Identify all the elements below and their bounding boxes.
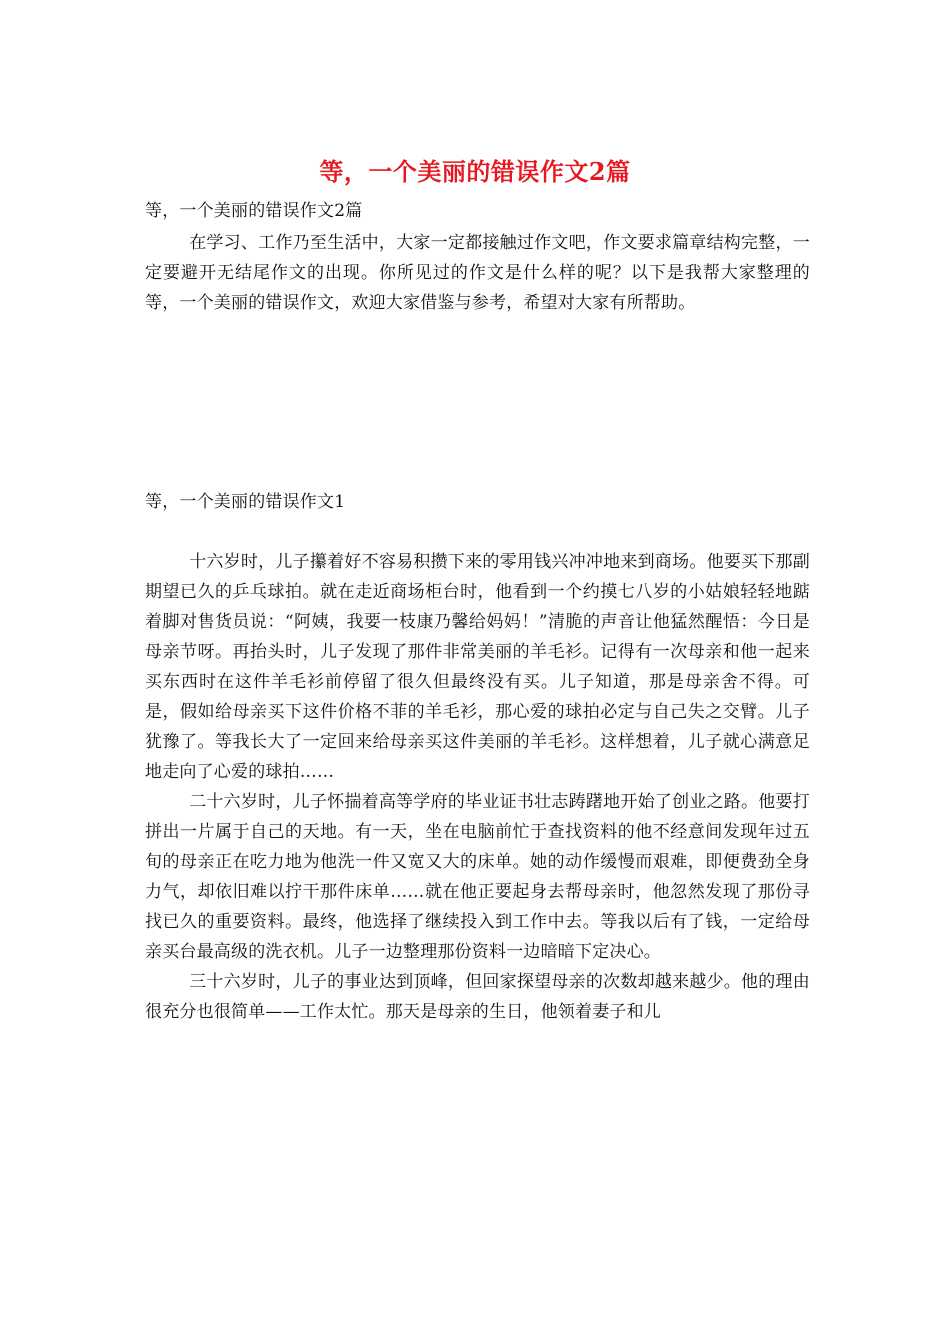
essay-paragraph-2: 二十六岁时，儿子怀揣着高等学府的毕业证书壮志踌躇地开始了创业之路。他要打拼出一片属于自己的天地。有一天，坐在电脑前忙于查找资料的他不经意间发现年过五旬的母亲正在吃力地为他洗一件又宽又大的床单。她的动作缓慢而艰难，即便费劲全身力气，却依旧难以拧干那件床单……就在他正要起身去帮母亲时，他忽然发现了那份寻找已久的重要资料。最终，他选择了继续投入到工作中去。等我以后有了钱，一定给母亲买台最高级的洗衣机。儿子一边整理那份资料一边暗暗下定决心。	[145, 792, 810, 962]
essay-paragraph-3: 三十六岁时，儿子的事业达到顶峰，但回家探望母亲的次数却越来越少。他的理由很充分也很简单——工作太忙。那天是母亲的生日，他领着妻子和儿	[145, 972, 810, 1022]
intro-paragraph: 在学习、工作乃至生活中，大家一定都接触过作文吧，作文要求篇章结构完整，一定要避开无结尾作文的出现。你所见过的作文是什么样的呢？以下是我帮大家整理的等，一个美丽的错误作文，欢迎大家借鉴与参考，希望对大家有所帮助。	[145, 233, 810, 313]
essay-paragraph-1: 十六岁时，儿子攥着好不容易积攒下来的零用钱兴冲冲地来到商场。他要买下那副期望已久的乒乓球拍。就在走近商场柜台时，他看到一个约摸七八岁的小姑娘轻轻地踮着脚对售货员说：“阿姨，我要一枝康乃馨给妈妈！”清脆的声音让他猛然醒悟：今日是母亲节呀。再抬头时，儿子发现了那件非常美丽的羊毛衫。记得有一次母亲和他一起来买东西时在这件羊毛衫前停留了很久但最终没有买。儿子知道，那是母亲舍不得。可是，假如给母亲买下这件价格不菲的羊毛衫，那心爱的球拍必定与自己失之交臂。儿子犹豫了。等我长大了一定回来给母亲买这件美丽的羊毛衫。这样想着，儿子就心满意足地走向了心爱的球拍……	[145, 552, 810, 782]
section-heading: 等，一个美丽的错误作文1	[145, 492, 346, 512]
document-subtitle: 等，一个美丽的错误作文2篇	[145, 201, 363, 221]
essay-body	[145, 547, 810, 1027]
document-title: 等，一个美丽的错误作文2篇	[319, 157, 631, 186]
